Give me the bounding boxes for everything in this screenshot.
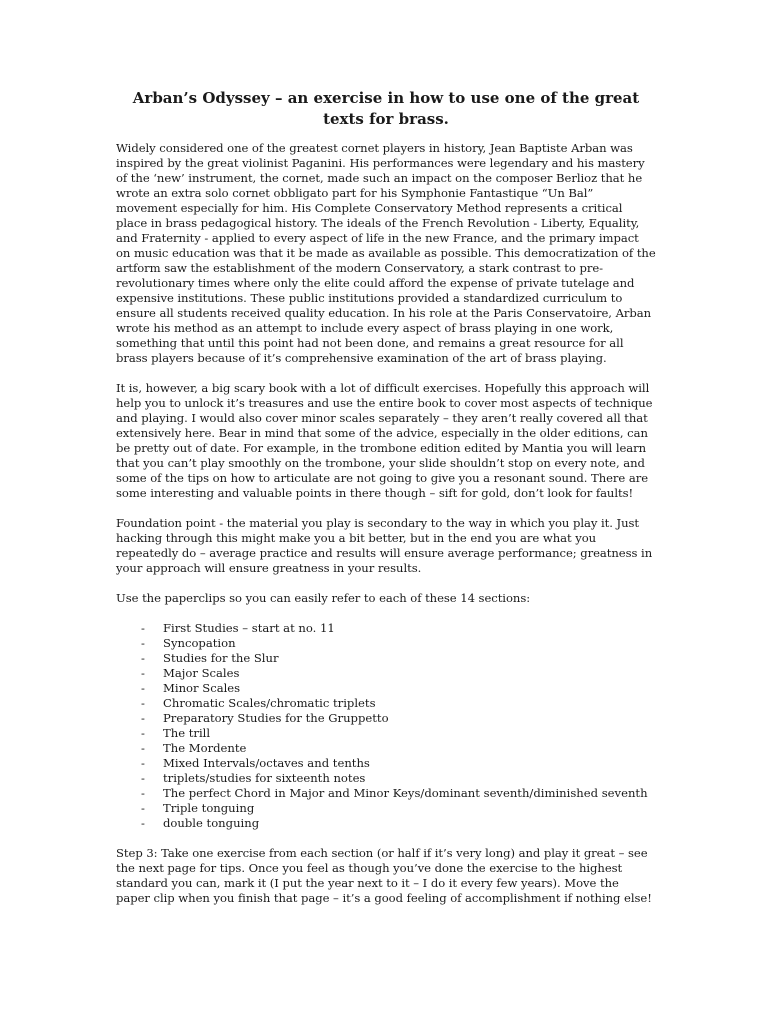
list-item bbox=[116, 681, 656, 696]
list-item-label: Studies for the Slur bbox=[163, 651, 279, 665]
list-item bbox=[116, 621, 656, 636]
list-item bbox=[116, 771, 656, 786]
list-item-label: First Studies – start at no. 11 bbox=[163, 621, 335, 635]
list-item bbox=[116, 726, 656, 741]
list-item bbox=[116, 666, 656, 681]
list-item bbox=[116, 651, 656, 666]
list-item bbox=[116, 786, 656, 801]
list-item bbox=[116, 756, 656, 771]
list-item-label: Triple tonguing bbox=[163, 801, 255, 815]
list-dash: - bbox=[141, 741, 145, 755]
list-item-label: The trill bbox=[163, 726, 211, 740]
paragraph-arban-history: Widely considered one of the greatest cornet players in history, Jean Baptiste Arban was inspired by the great violinist Paganini. His performances were legendary and his mastery of the ‘new’ instrument, the cornet, made such an impact on the composer Berlioz that he wrote an extra solo cornet obbligato part for his Symphonie Fantastique “Un Bal” movement especially for him. His Complete Conservatory Method represents a critical place in brass pedagogical history. The ideals of the French Revolution - Liberty, Equality, and Fraternity - applied to every aspect of life in the new France, and the primary impact on music education was that it be made as available as possible. This democratization of the artform saw the establishment of the modern Conservatory, a stark contrast to pre-revolutionary times where only the elite could afford the expense of private tutelage and expensive institutions. These public institutions provided a standardized curriculum to ensure all students received quality education. In his role at the Paris Conservatoire, Arban wrote his method as an attempt to include every aspect of brass playing in one work, something that until this point had not been done, and remains a great resource for all brass players because of it’s comprehensive examination of the art of brass playing. bbox=[116, 141, 656, 365]
list-item-label: Chromatic Scales/chromatic triplets bbox=[163, 696, 376, 710]
document-title: Arban’s Odyssey – an exercise in how to use one of the great texts for brass. bbox=[132, 89, 640, 128]
paragraph-foundation-point: Foundation point - the material you play is secondary to the way in which you play it. Just hacking through this might make you a bit better, but in the end you are what you repeatedly do – average practice and results will ensure average performance; greatness in your approach will ensure greatness in your results. bbox=[116, 516, 653, 575]
list-dash: - bbox=[141, 816, 145, 830]
list-item-label: The Mordente bbox=[163, 741, 247, 755]
list-item-label: Major Scales bbox=[163, 666, 240, 680]
list-item bbox=[116, 711, 656, 726]
paragraph-approach: It is, however, a big scary book with a lot of difficult exercises. Hopefully this approach will help you to unlock it’s treasures and use the entire book to cover most aspects of technique and playing. I would also cover minor scales separately – they aren’t really covered all that extensively here. Bear in mind that some of the advice, especially in the older editions, can be pretty out of date. For example, in the trombone edition edited by Mantia you will learn that you can’t play smoothly on the trombone, your slide shouldn’t stop on every note, and some of the tips on how to articulate are not going to give you a resonant sound. There are some interesting and valuable points in there though – sift for gold, don’t look for faults! bbox=[116, 381, 653, 500]
list-dash: - bbox=[141, 726, 145, 740]
list-item bbox=[116, 741, 656, 756]
list-dash: - bbox=[141, 621, 145, 635]
list-item bbox=[116, 696, 656, 711]
sections-list bbox=[116, 621, 656, 831]
document-page bbox=[116, 88, 656, 921]
paragraph-step-3: Step 3: Take one exercise from each section (or half if it’s very long) and play it great – see the next page for tips. Once you feel as though you’ve done the exercise to the highest standard you can, mark it (I put the year next to it – I do it every few years). Move the paper clip when you finish that page – it’s a good feeling of accomplishment if nothing else! bbox=[116, 846, 652, 905]
list-dash: - bbox=[141, 666, 145, 680]
list-item-label: Syncopation bbox=[163, 636, 236, 650]
list-dash: - bbox=[141, 696, 145, 710]
list-dash: - bbox=[141, 786, 145, 800]
list-item bbox=[116, 636, 656, 651]
list-dash: - bbox=[141, 801, 145, 815]
list-dash: - bbox=[141, 651, 145, 665]
list-dash: - bbox=[141, 681, 145, 695]
list-item-label: Minor Scales bbox=[163, 681, 241, 695]
list-item-label: double tonguing bbox=[163, 816, 260, 830]
list-item-label: Preparatory Studies for the Gruppetto bbox=[163, 711, 389, 725]
list-dash: - bbox=[141, 636, 145, 650]
list-item bbox=[116, 816, 656, 831]
list-dash: - bbox=[141, 771, 145, 785]
list-item-label: triplets/studies for sixteenth notes bbox=[163, 771, 366, 785]
paragraph-paperclips-intro: Use the paperclips so you can easily refer to each of these 14 sections: bbox=[116, 591, 531, 605]
list-dash: - bbox=[141, 756, 145, 770]
list-dash: - bbox=[141, 711, 145, 725]
list-item-label: Mixed Intervals/octaves and tenths bbox=[163, 756, 370, 770]
list-item-label: The perfect Chord in Major and Minor Keys/dominant seventh/diminished seventh bbox=[163, 786, 648, 800]
list-item bbox=[116, 801, 656, 816]
